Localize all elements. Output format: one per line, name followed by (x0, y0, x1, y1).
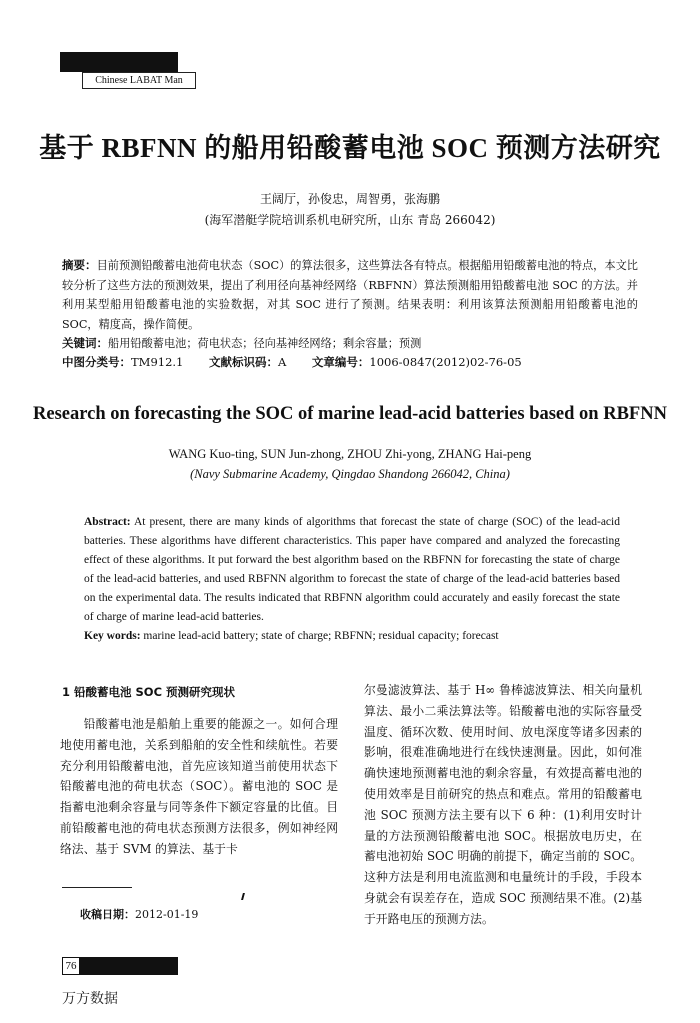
authors-en: WANG Kuo-ting, SUN Jun-zhong, ZHOU Zhi-yong, ZHANG Hai-peng (168, 447, 532, 461)
watermark-text: 万方数据 (62, 991, 118, 1007)
header-black-bar (60, 52, 178, 72)
footnote-mark (241, 893, 245, 900)
received-value: 2012-01-19 (135, 908, 199, 921)
abstract-cn (62, 256, 638, 354)
clc-label: 中图分类号： (62, 355, 131, 369)
paper-title-en: Research on forecasting the SOC of marine lead-acid batteries based on RBFNN (33, 404, 667, 424)
footer-black-bar (80, 957, 178, 975)
clc-value: TM912.1 (131, 355, 184, 369)
authors-cn: 王阔厅，孙俊忠，周智勇，张海鹏 (259, 192, 440, 206)
journal-name: Chinese LABAT Man (82, 72, 196, 89)
paper-title-cn: 基于 RBFNN 的船用铅酸蓄电池 SOC 预测方法研究 (39, 133, 661, 163)
footnote-rule (62, 887, 132, 888)
classification-line (62, 354, 642, 370)
abstract-en (84, 513, 620, 646)
article-no-label: 文章编号： (311, 355, 370, 369)
keywords-cn-text: 船用铅酸蓄电池；荷电状态；径向基神经网络；剩余容量；预测 (108, 337, 422, 350)
keywords-cn-label: 关键词： (62, 336, 108, 350)
doc-code-value: A (277, 355, 287, 369)
body-column-right (364, 680, 642, 930)
received-label: 收稿日期： (80, 908, 135, 921)
body-paragraph-right: 尔曼滤波算法、基于 H∞ 鲁棒滤波算法、相关向量机算法、最小二乘法算法等。铅酸蓄电池的实际容量受温度、循环次数、使用时间、放电深度等诸多因素的影响，很难准确地进行在线快速测量。因此，如何准确快速地预测蓄电池的剩余容量，有效提高蓄电池的使用效率是目前研究的热点和难点。常用的铅酸蓄电池 SOC 预测方法主要有以下 6 种：(1)利用安时计量的方法预测铅酸蓄电池 SOC。根据放电历史，在蓄电池初始 SOC 明确的前提下，确定当前的 SOC。这种方法是利用电流监测和电量统计的手段，手段本身就会有误差存在，造成 SOC 预测结果不准。(2)基于开路电压的预测方法。 (364, 683, 642, 926)
affiliation-cn: (海军潜艇学院培训系机电研究所，山东 青岛 266042) (204, 213, 496, 227)
body-column-left (60, 714, 338, 860)
body-paragraph-left: 铅酸蓄电池是船舶上重要的能源之一。如何合理地使用蓄电池，关系到船舶的安全性和续航性。若要充分利用铅酸蓄电池，首先应该知道当前使用状态下铅酸蓄电池的荷电状态（SOC）。蓄电池的 SOC 是指蓄电池剩余容量与同等条件下额定容量的比值。目前铅酸蓄电池的荷电状态预测方法很多，例如神经网络法、基于 SVM 的算法、基于卡 (60, 717, 338, 856)
affiliation-en: (Navy Submarine Academy, Qingdao Shandong 266042, China) (190, 467, 510, 481)
received-date (80, 906, 198, 922)
article-no-value: 1006-0847(2012)02-76-05 (369, 355, 522, 369)
abstract-en-label: Abstract: (84, 516, 131, 528)
keywords-en-text: marine lead-acid battery; state of charge; RBFNN; residual capacity; forecast (143, 630, 499, 642)
keywords-en-label: Key words: (84, 630, 141, 642)
page-number: 76 (62, 957, 80, 975)
section-heading: 1 铅酸蓄电池 SOC 预测研究现状 (62, 685, 236, 699)
abstract-cn-text: 目前预测铅酸蓄电池荷电状态（SOC）的算法很多，这些算法各有特点。根据船用铅酸蓄电池的特点，本文比较分析了这些方法的预测效果，提出了利用径向基神经网络（RBFNN）算法预测船用铅酸蓄电池 SOC 的方法。并利用某型船用铅酸蓄电池的实验数据，对其 SOC 进行了预测。结果表明：利用该算法预测船用铅酸蓄电池的 SOC，精度高，操作简便。 (62, 259, 638, 331)
doc-code-label: 文献标识码： (208, 355, 278, 369)
abstract-cn-label: 摘要： (62, 258, 97, 272)
abstract-en-text: At present, there are many kinds of algorithms that forecast the state of charge (SOC) of the lead-acid batteries. These algorithms have different characteristics. This paper have compared and analyzed the forecasting effect of these algorithms. It put forward the best algorithm based on the RBFNN for forecasting the state of charge of the lead-acid batteries, and used RBFNN algorithm to forecast the state of charge of the lead-acid batteries based on the experimental data. The results indicated that RBFNN algorithm could accurately and easily forecast the state of charge of marine lead-acid batteries. (84, 516, 620, 623)
